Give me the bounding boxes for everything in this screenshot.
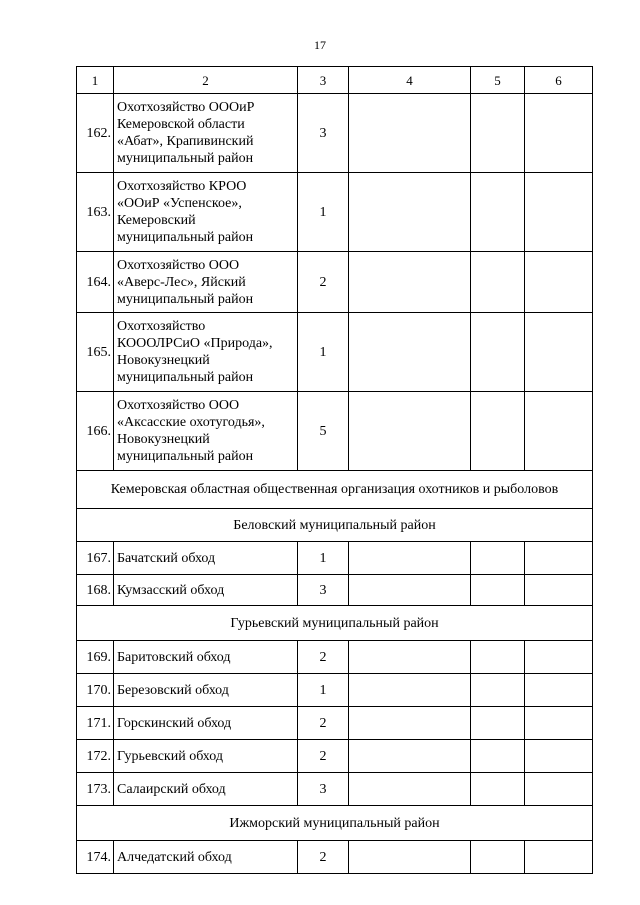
empty-cell (471, 313, 525, 392)
row-number: 174. (77, 841, 114, 874)
empty-cell (525, 575, 593, 606)
empty-cell (525, 740, 593, 773)
row-name: Баритовский обход (114, 641, 298, 674)
section-heading: Кемеровская областная общественная организация охотников и рыболовов (77, 471, 593, 509)
data-table (76, 66, 593, 874)
empty-cell (471, 392, 525, 471)
empty-cell (471, 542, 525, 575)
empty-cell (525, 313, 593, 392)
section-heading: Беловский муниципальный район (77, 509, 593, 542)
row-name: Охотхозяйство КРОО «ООиР «Успенское», Кемеровский муниципальный район (114, 173, 298, 252)
row-name: Охотхозяйство ООО «Аверс-Лес», Яйский муниципальный район (114, 252, 298, 313)
row-name: Алчедатский обход (114, 841, 298, 874)
table-row (77, 575, 593, 606)
row-value: 5 (298, 392, 349, 471)
section-row (77, 606, 593, 641)
empty-cell (525, 252, 593, 313)
row-value: 1 (298, 674, 349, 707)
table-row (77, 641, 593, 674)
empty-cell (349, 773, 471, 806)
empty-cell (349, 841, 471, 874)
empty-cell (349, 575, 471, 606)
empty-cell (525, 773, 593, 806)
page-number: 17 (314, 38, 326, 52)
row-value: 3 (298, 94, 349, 173)
empty-cell (525, 173, 593, 252)
empty-cell (525, 641, 593, 674)
row-name: Бачатский обход (114, 542, 298, 575)
table-row (77, 252, 593, 313)
table-row (77, 392, 593, 471)
row-value: 2 (298, 740, 349, 773)
empty-cell (349, 173, 471, 252)
row-name: Охотхозяйство ООО «Аксасские охотугодья», Новокузнецкий муниципальный район (114, 392, 298, 471)
empty-cell (525, 674, 593, 707)
column-header: 3 (298, 67, 349, 94)
empty-cell (471, 94, 525, 173)
table-row (77, 94, 593, 173)
empty-cell (349, 252, 471, 313)
column-header: 2 (114, 67, 298, 94)
table-row (77, 542, 593, 575)
empty-cell (471, 173, 525, 252)
column-header: 1 (77, 67, 114, 94)
empty-cell (525, 841, 593, 874)
row-value: 2 (298, 252, 349, 313)
row-number: 168. (77, 575, 114, 606)
empty-cell (349, 94, 471, 173)
section-heading: Гурьевский муниципальный район (77, 606, 593, 641)
empty-cell (525, 392, 593, 471)
row-value: 2 (298, 707, 349, 740)
row-value: 3 (298, 575, 349, 606)
row-number: 164. (77, 252, 114, 313)
section-row (77, 509, 593, 542)
row-number: 163. (77, 173, 114, 252)
empty-cell (471, 641, 525, 674)
table-row (77, 313, 593, 392)
empty-cell (471, 841, 525, 874)
table-row (77, 841, 593, 874)
empty-cell (471, 707, 525, 740)
empty-cell (349, 740, 471, 773)
table-row (77, 740, 593, 773)
section-row (77, 806, 593, 841)
row-name: Охотхозяйство ОООиР Кемеровской области «Абат», Крапивинский муниципальный район (114, 94, 298, 173)
empty-cell (525, 542, 593, 575)
row-name: Охотхозяйство КОООЛРСиО «Природа», Новокузнецкий муниципальный район (114, 313, 298, 392)
empty-cell (349, 707, 471, 740)
row-number: 166. (77, 392, 114, 471)
row-number: 162. (77, 94, 114, 173)
row-value: 1 (298, 313, 349, 392)
row-name: Березовский обход (114, 674, 298, 707)
table-row (77, 707, 593, 740)
row-number: 173. (77, 773, 114, 806)
table-row (77, 173, 593, 252)
row-number: 169. (77, 641, 114, 674)
empty-cell (471, 740, 525, 773)
column-header: 5 (471, 67, 525, 94)
column-header: 4 (349, 67, 471, 94)
row-value: 1 (298, 173, 349, 252)
table-row (77, 674, 593, 707)
empty-cell (349, 542, 471, 575)
table-row (77, 773, 593, 806)
row-number: 167. (77, 542, 114, 575)
empty-cell (525, 707, 593, 740)
column-header: 6 (525, 67, 593, 94)
empty-cell (471, 252, 525, 313)
row-value: 3 (298, 773, 349, 806)
row-value: 2 (298, 641, 349, 674)
empty-cell (349, 313, 471, 392)
header-row (77, 67, 593, 94)
row-number: 165. (77, 313, 114, 392)
empty-cell (349, 674, 471, 707)
row-name: Горскинский обход (114, 707, 298, 740)
row-value: 2 (298, 841, 349, 874)
row-name: Салаирский обход (114, 773, 298, 806)
row-value: 1 (298, 542, 349, 575)
empty-cell (349, 392, 471, 471)
row-number: 172. (77, 740, 114, 773)
section-row (77, 471, 593, 509)
empty-cell (471, 674, 525, 707)
row-name: Гурьевский обход (114, 740, 298, 773)
section-heading: Ижморский муниципальный район (77, 806, 593, 841)
row-number: 170. (77, 674, 114, 707)
empty-cell (349, 641, 471, 674)
empty-cell (471, 575, 525, 606)
row-name: Кумзасский обход (114, 575, 298, 606)
empty-cell (525, 94, 593, 173)
row-number: 171. (77, 707, 114, 740)
empty-cell (471, 773, 525, 806)
